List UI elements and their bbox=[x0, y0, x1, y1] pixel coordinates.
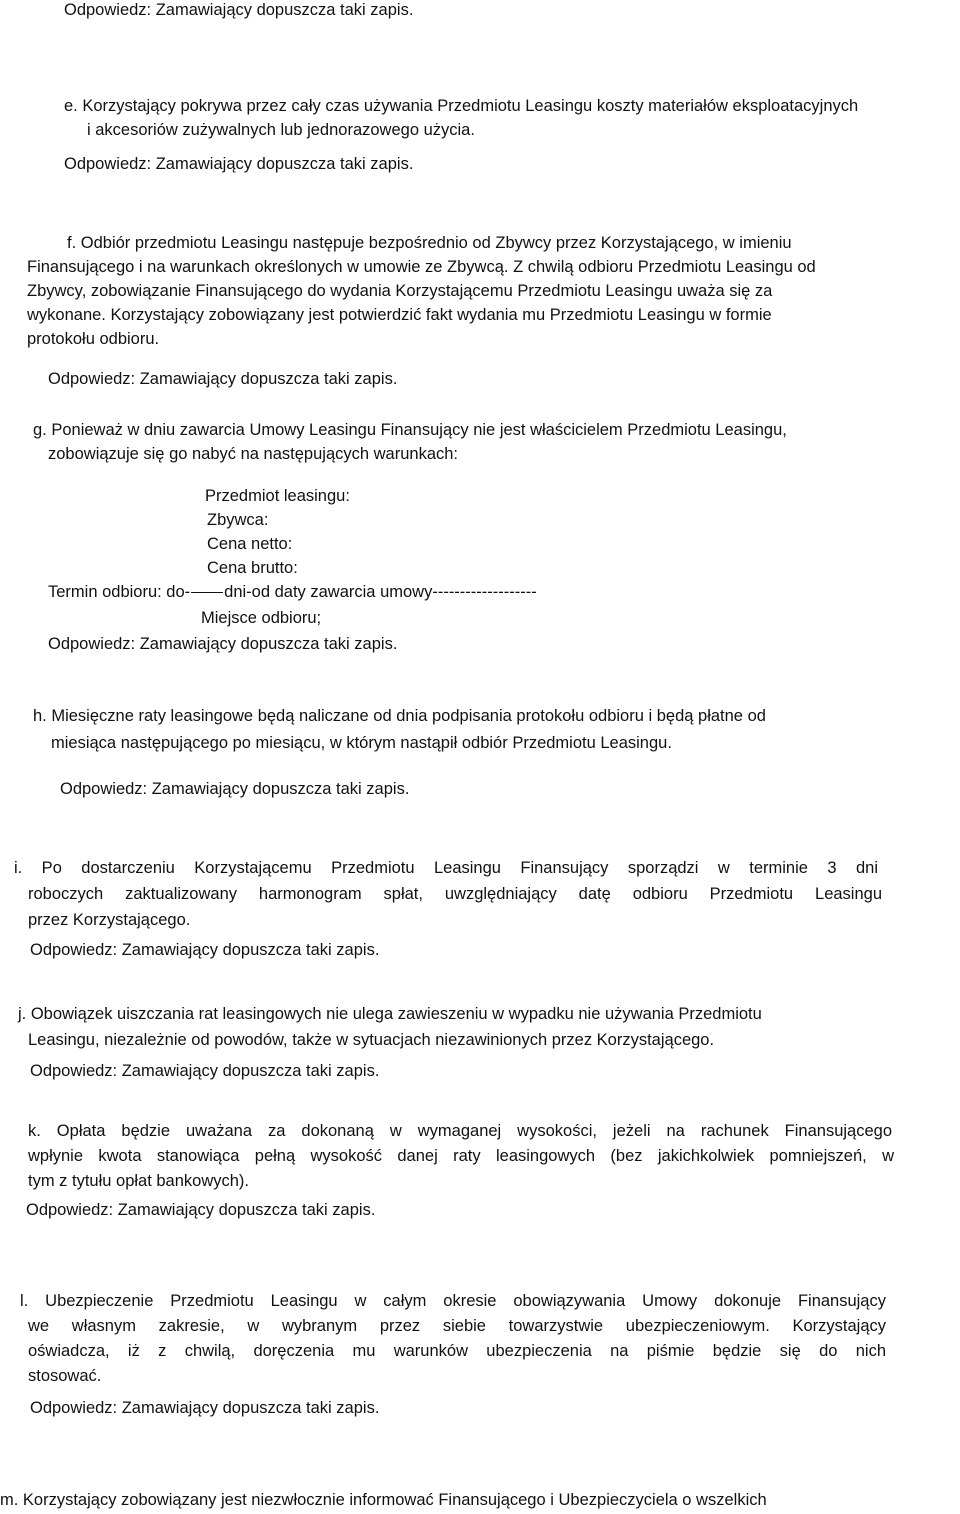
item-g-przedmiot: Przedmiot leasingu: bbox=[205, 487, 350, 505]
item-k-line-3: tym z tytułu opłat bankowych). bbox=[28, 1172, 250, 1190]
answer-d: Odpowiedz: Zamawiający dopuszcza taki zapis. bbox=[64, 1, 414, 19]
item-g-cena-brutto: Cena brutto: bbox=[207, 559, 298, 577]
item-l-line-4: stosować. bbox=[28, 1367, 102, 1385]
answer-g: Odpowiedz: Zamawiający dopuszcza taki zapis. bbox=[48, 635, 398, 653]
answer-j: Odpowiedz: Zamawiający dopuszcza taki zapis. bbox=[30, 1062, 380, 1080]
answer-e: Odpowiedz: Zamawiający dopuszcza taki zapis. bbox=[64, 155, 414, 173]
answer-f: Odpowiedz: Zamawiający dopuszcza taki zapis. bbox=[48, 370, 398, 388]
item-k-line-1: k. Opłata będzie uważana za dokonaną w wymaganej wysokości, jeżeli na rachunek Finansującego bbox=[28, 1122, 892, 1140]
answer-l: Odpowiedz: Zamawiający dopuszcza taki zapis. bbox=[30, 1399, 380, 1417]
answer-k: Odpowiedz: Zamawiający dopuszcza taki zapis. bbox=[26, 1201, 376, 1219]
item-i-line-3: przez Korzystającego. bbox=[28, 911, 191, 929]
item-h-line-2: miesiąca następującego po miesiącu, w którym nastąpił odbiór Przedmiotu Leasingu. bbox=[51, 734, 672, 752]
item-j-line-2: Leasingu, niezależnie od powodów, także w sytuacjach niezawinionych przez Korzystającego. bbox=[28, 1031, 715, 1049]
termin-rest: dni-od daty zawarcia umowy------------------- bbox=[224, 583, 537, 601]
item-f-line-5: protokołu odbioru. bbox=[27, 330, 160, 348]
item-m-line-1: m. Korzystający zobowiązany jest niezwłocznie informować Finansującego i Ubezpieczyciela o wszelkich bbox=[0, 1491, 767, 1509]
item-l-line-2: we własnym zakresie, w wybranym przez siebie towarzystwie ubezpieczeniowym. Korzystający bbox=[28, 1317, 886, 1335]
termin-label: Termin odbioru: do- bbox=[48, 583, 191, 601]
item-f-line-1: f. Odbiór przedmiotu Leasingu następuje bezpośrednio od Zbywcy przez Korzystającego, w imieniu bbox=[67, 234, 792, 252]
item-g-line-1: g. Ponieważ w dniu zawarcia Umowy Leasingu Finansujący nie jest właścicielem Przedmiotu Leasingu, bbox=[33, 421, 787, 439]
item-g-termin bbox=[48, 582, 537, 602]
item-i-line-1: i. Po dostarczeniu Korzystającemu Przedmiotu Leasingu Finansujący sporządzi w terminie 3 dni bbox=[14, 859, 878, 877]
termin-blank-line bbox=[191, 592, 223, 593]
item-f-line-4: wykonane. Korzystający zobowiązany jest potwierdzić fakt wydania mu Przedmiotu Leasingu w formie bbox=[27, 306, 772, 324]
item-j-line-1: j. Obowiązek uiszczania rat leasingowych nie ulega zawieszeniu w wypadku nie używania Przedmiotu bbox=[18, 1005, 762, 1023]
item-e-line-2: i akcesoriów zużywalnych lub jednorazowego użycia. bbox=[87, 121, 475, 139]
answer-i: Odpowiedz: Zamawiający dopuszcza taki zapis. bbox=[30, 941, 380, 959]
item-g-line-2: zobowiązuje się go nabyć na następujących warunkach: bbox=[48, 445, 459, 463]
item-e-line-1: e. Korzystający pokrywa przez cały czas używania Przedmiotu Leasingu koszty materiałów eksploatacyjnych bbox=[64, 97, 859, 115]
item-l-line-3: oświadcza, iż z chwilą, doręczenia mu warunków ubezpieczenia na piśmie będzie się do nich bbox=[28, 1342, 886, 1360]
item-g-cena-netto: Cena netto: bbox=[207, 535, 293, 553]
item-h-line-1: h. Miesięczne raty leasingowe będą naliczane od dnia podpisania protokołu odbioru i będą płatne od bbox=[33, 707, 766, 725]
item-k-line-2: wpłynie kwota stanowiąca pełną wysokość danej raty leasingowych (bez jakichkolwiek pomniejszeń, w bbox=[28, 1147, 894, 1165]
item-f-line-2: Finansującego i na warunkach określonych w umowie ze Zbywcą. Z chwilą odbioru Przedmiotu Leasingu od bbox=[27, 258, 816, 276]
item-i-line-2: roboczych zaktualizowany harmonogram spłat, uwzględniający datę odbioru Przedmiotu Leasingu bbox=[28, 885, 882, 903]
item-g-zbywca: Zbywca: bbox=[207, 511, 269, 529]
answer-h: Odpowiedz: Zamawiający dopuszcza taki zapis. bbox=[60, 780, 410, 798]
item-f-line-3: Zbywcy, zobowiązanie Finansującego do wydania Korzystającemu Przedmiotu Leasingu uważa się za bbox=[27, 282, 773, 300]
item-g-miejsce: Miejsce odbioru; bbox=[201, 609, 322, 627]
item-l-line-1: l. Ubezpieczenie Przedmiotu Leasingu w całym okresie obowiązywania Umowy dokonuje Finansujący bbox=[20, 1292, 886, 1310]
